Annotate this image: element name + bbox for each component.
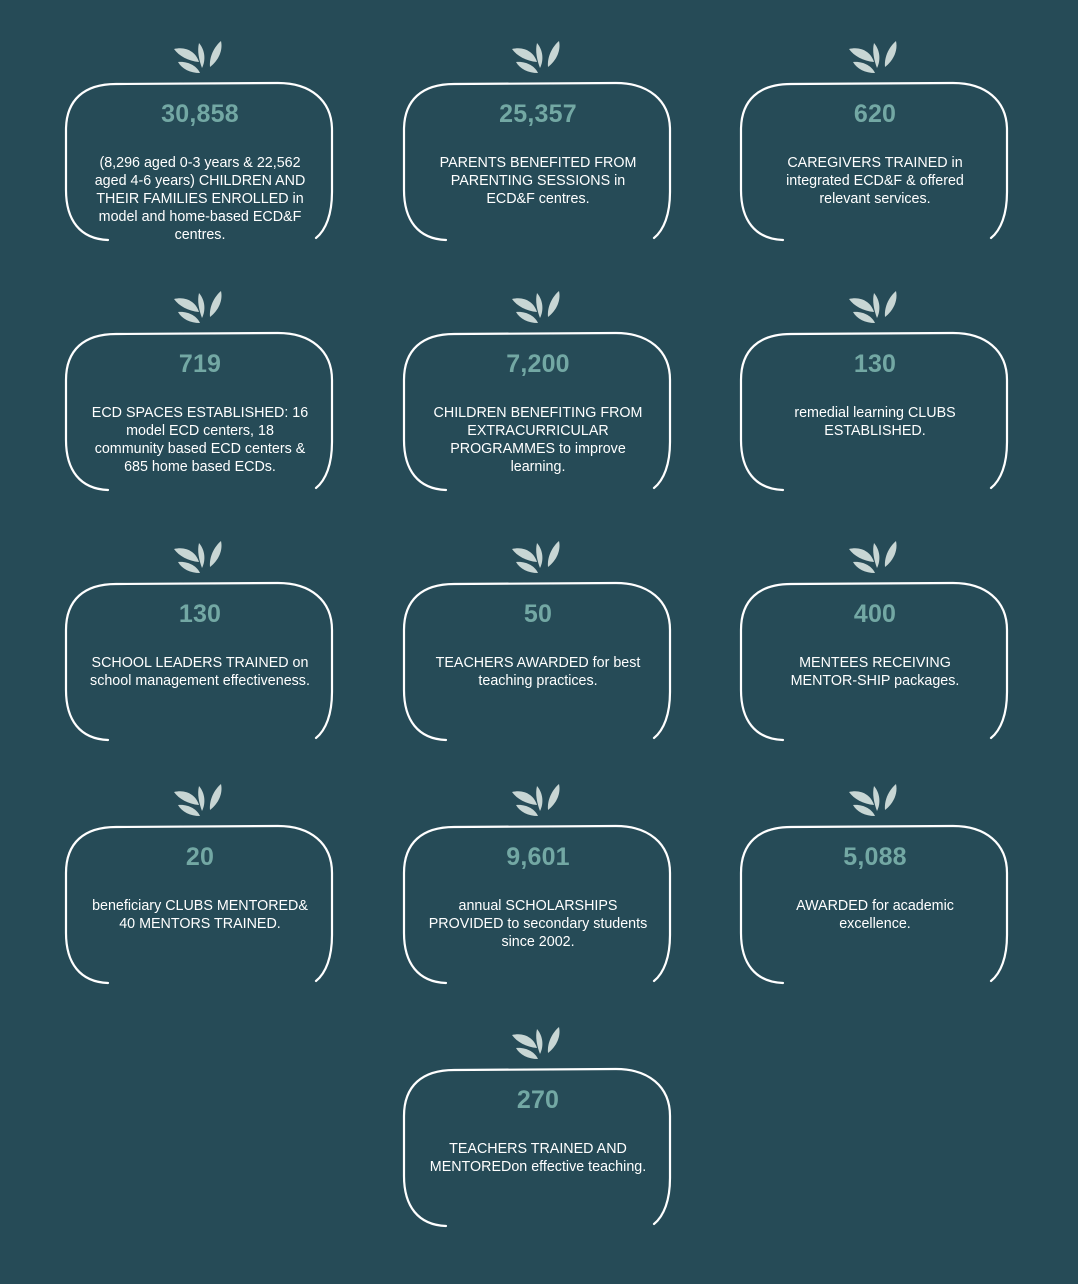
stat-number: 270 xyxy=(516,1086,560,1114)
leaf-sprig-icon xyxy=(172,290,228,324)
stat-description: CAREGIVERS TRAINED in integrated ECD&F & offered relevant services. xyxy=(786,155,964,207)
leaf-sprig-icon xyxy=(510,290,566,324)
stat-description: annual SCHOLARSHIPS PROVIDED to secondary students since 2002. xyxy=(428,898,648,950)
leaf-sprig-icon xyxy=(847,540,903,574)
leaf-sprig-icon xyxy=(510,1026,566,1060)
leaf-sprig-icon xyxy=(847,783,903,817)
stat-number: 20 xyxy=(185,843,215,871)
leaf-sprig-icon xyxy=(172,783,228,817)
stat-number: 130 xyxy=(178,600,222,628)
stat-description: TEACHERS AWARDED for best teaching practices. xyxy=(435,655,641,689)
stat-number: 5,088 xyxy=(843,843,907,871)
stat-card-1 xyxy=(64,40,336,245)
stat-card-12 xyxy=(739,783,1011,988)
stat-number: 7,200 xyxy=(506,350,570,378)
stat-number: 9,601 xyxy=(506,843,570,871)
stat-description: ECD SPACES ESTABLISHED: 16 model ECD centers, 18 community based ECD centers & 685 home based ECDs. xyxy=(91,405,309,475)
stat-card-4 xyxy=(64,290,336,495)
stat-card-3 xyxy=(739,40,1011,245)
stat-card-13 xyxy=(402,1026,674,1231)
leaf-sprig-icon xyxy=(847,290,903,324)
leaf-sprig-icon xyxy=(510,40,566,74)
stat-description: remedial learning CLUBS ESTABLISHED. xyxy=(794,405,956,439)
stat-card-11 xyxy=(402,783,674,988)
stat-description: (8,296 aged 0-3 years & 22,562 aged 4-6 years) CHILDREN AND THEIR FAMILIES ENROLLED in model and home-based ECD&F centres. xyxy=(94,155,306,243)
stat-card-6 xyxy=(739,290,1011,495)
stat-description: beneficiary CLUBS MENTORED& 40 MENTORS TRAINED. xyxy=(92,898,308,932)
stat-number: 400 xyxy=(853,600,897,628)
stat-number: 50 xyxy=(523,600,553,628)
stat-card-10 xyxy=(64,783,336,988)
stat-number: 620 xyxy=(853,100,897,128)
stat-description: CHILDREN BENEFITING FROM EXTRACURRICULAR PROGRAMMES to improve learning. xyxy=(433,405,643,475)
stat-card-7 xyxy=(64,540,336,745)
leaf-sprig-icon xyxy=(172,40,228,74)
stat-description: SCHOOL LEADERS TRAINED on school management effectiveness. xyxy=(90,655,310,689)
leaf-sprig-icon xyxy=(847,40,903,74)
stat-number: 719 xyxy=(178,350,222,378)
leaf-sprig-icon xyxy=(510,783,566,817)
stat-number: 130 xyxy=(853,350,897,378)
stat-card-5 xyxy=(402,290,674,495)
stat-card-8 xyxy=(402,540,674,745)
leaf-sprig-icon xyxy=(172,540,228,574)
stat-card-9 xyxy=(739,540,1011,745)
stat-number: 25,357 xyxy=(499,100,577,128)
stat-description: MENTEES RECEIVING MENTOR-SHIP packages. xyxy=(790,655,960,689)
stat-description: TEACHERS TRAINED AND MENTOREDon effective teaching. xyxy=(429,1141,647,1175)
leaf-sprig-icon xyxy=(510,540,566,574)
stat-card-2 xyxy=(402,40,674,245)
stat-description: PARENTS BENEFITED FROM PARENTING SESSIONS in ECD&F centres. xyxy=(439,155,637,207)
stat-number: 30,858 xyxy=(161,100,239,128)
stat-description: AWARDED for academic excellence. xyxy=(796,898,954,932)
